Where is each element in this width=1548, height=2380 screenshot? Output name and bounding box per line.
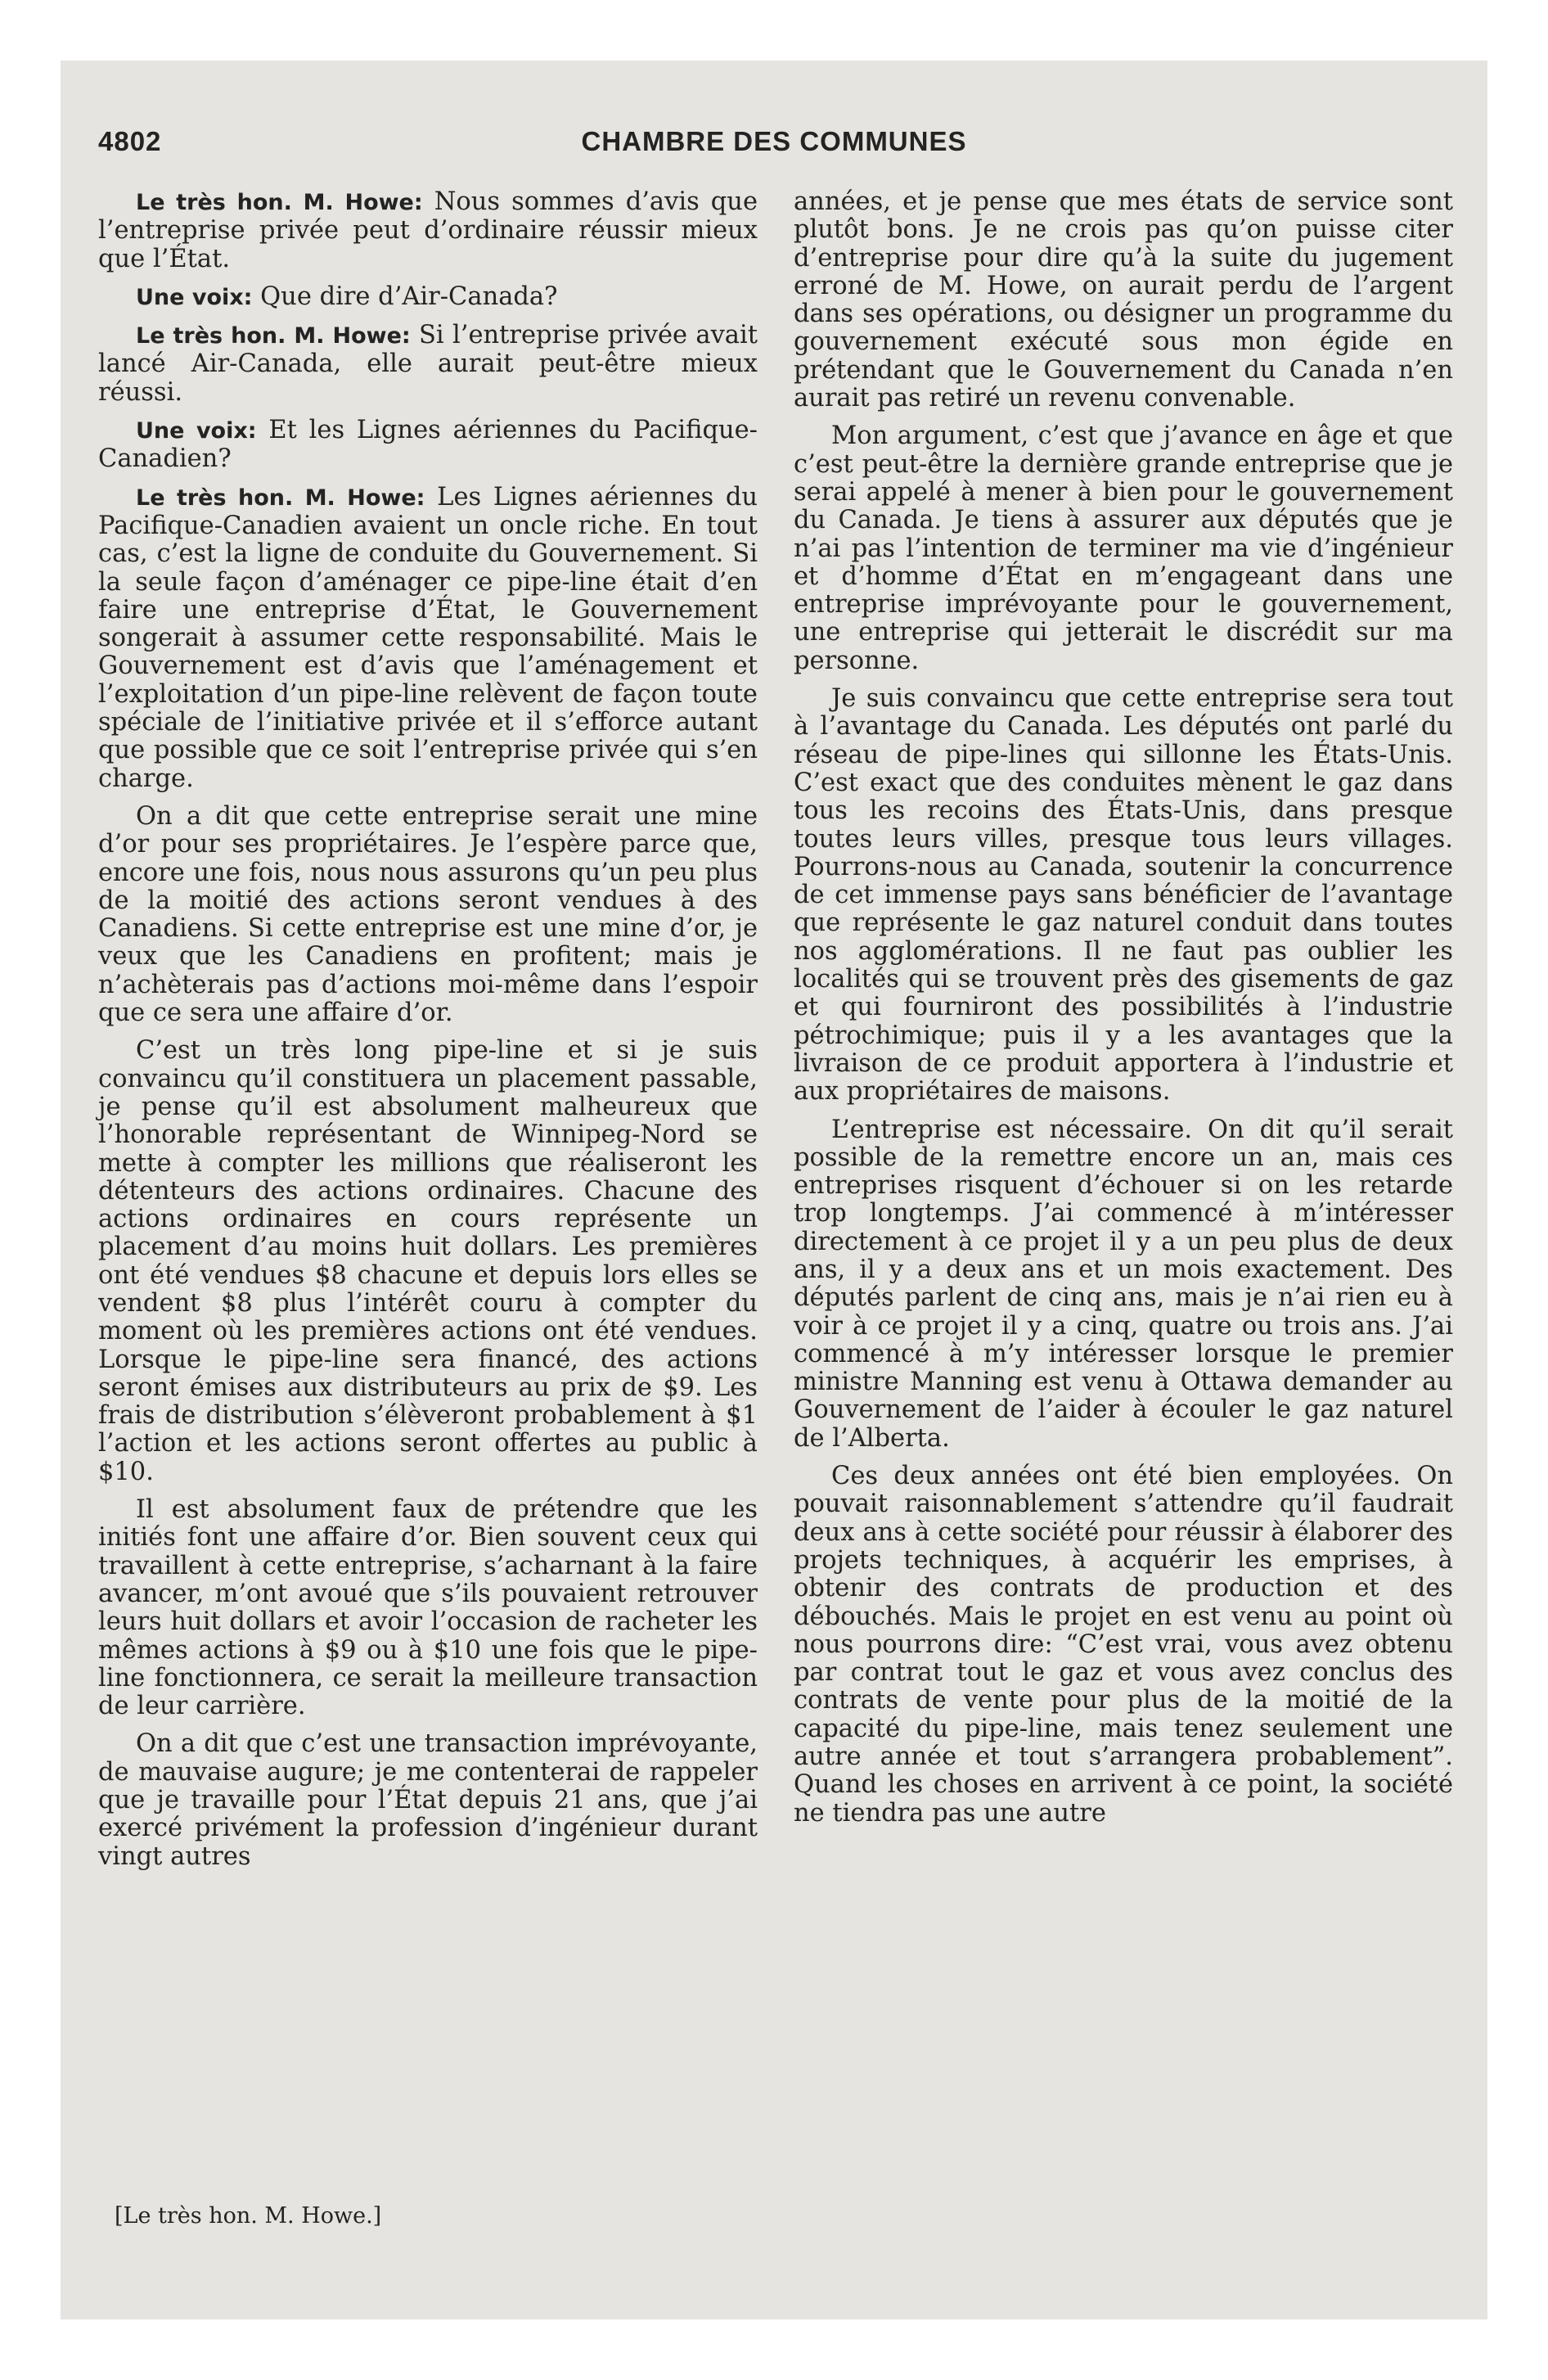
paragraph: années, et je pense que mes états de service sont plutôt bons. Je ne crois pas qu’on puisse citer d’entreprise pour dire qu’à la suite du jugement erroné de M. Howe, on aurait perdu de l’argent dans ses opérations, ou désigner un programme du gouvernement exécuté sous mon égide en prétendant que le Gouvernement du Canada n’en aurait pas retiré un revenu convenable. (794, 187, 1453, 413)
paragraph: On a dit que c’est une transaction imprévoyante, de mauvaise augure; je me contenterai de rappeler que je travaille pour l’État depuis 21 ans, que j’ai exercé privément la profession d’ingénieur durant vingt autres (98, 1729, 758, 1871)
paragraph: On a dit que cette entreprise serait une mine d’or pour ses propriétaires. Je l’espère parce que, encore une fois, nous nous assurons qu’un peu plus de la moitié des actions seront vendues à des Canadiens. Si cette entreprise est une mine d’or, je veux que les Canadiens en profitent; mais je n’achèterais pas d’actions moi-même dans l’espoir que ce sera une affaire d’or. (98, 801, 758, 1028)
paragraph: Je suis convaincu que cette entreprise sera tout à l’avantage du Canada. Les députés ont parlé du réseau de pipe-lines qui sillonne les États-Unis. C’est exact que des conduites mènent le gaz dans tous les recoins des États-Unis, dans presque toutes leurs villes, presque tous leurs villages. Pourrons-nous au Canada, soutenir la concurrence de cet immense pays sans bénéficier de l’avantage que représente le gaz naturel conduit dans toutes nos agglomérations. Il ne faut pas oublier les localités qui se trouvent près des gisements de gaz et qui fourniront des possibilités à l’industrie pétrochimique; puis il y a les avantages que la livraison de ce produit apportera à l’industrie et aux propriétaires de maisons. (794, 684, 1453, 1107)
paragraph: L’entreprise est nécessaire. On dit qu’il serait possible de la remettre encore un an, mais ces entreprises risquent d’échouer si on les retarde trop longtemps. J’ai commencé à m’intéresser directement à ce projet il y a un peu plus de deux ans, il y a deux ans et un mois exactement. Des députés parlent de cinq ans, mais je n’ai rien eu à voir à ce projet il y a cinq, quatre ou trois ans. J’ai commencé à m’y intéresser lorsque le premier ministre Manning est venu à Ottawa demander au Gouvernement de l’aider à écouler le gaz naturel de l’Alberta. (794, 1115, 1453, 1453)
left-column (98, 188, 758, 1881)
paragraph (98, 283, 758, 312)
speaker-name: Le très hon. M. Howe: (136, 485, 425, 511)
paragraph (98, 484, 758, 793)
speaker-name: Une voix: (136, 418, 257, 444)
paragraph: Mon argument, c’est que j’avance en âge et que c’est peut-être la dernière grande entreprise que je serai appelé à mener à bien pour le gouvernement du Canada. Je tiens à assurer aux députés que je n’ai pas l’intention de terminer ma vie d’ingénieur et d’homme d’État en m’engageant dans une entreprise imprévoyante pour le gouvernement, une entreprise qui jetterait le discrédit sur ma personne. (794, 421, 1453, 675)
paragraph-text: Et les Lignes aériennes du Pacifique-Canadien? (98, 416, 758, 474)
speaker-name: Une voix: (136, 284, 253, 310)
paragraph: Il est absolument faux de prétendre que les initiés font une affaire d’or. Bien souvent ceux qui travaillent à cette entreprise, s’acharnant à la faire avancer, m’ont avoué que s’ils pouvaient retrouver leurs huit dollars et avoir l’occasion de racheter les mêmes actions à $9 ou à $10 une fois que le pipe-line fonctionnera, ce serait la meilleure transaction de leur carrière. (98, 1495, 758, 1721)
paragraph: C’est un très long pipe-line et si je suis convaincu qu’il constituera un placement passable, je pense qu’il est absolument malheureux que l’honorable représentant de Winnipeg-Nord se mette à compter les millions que réaliseront les détenteurs des actions ordinaires. Chacune des actions ordinaires en cours représente un placement d’au moins huit dollars. Les premières ont été vendues $8 chacune et depuis lors elles se vendent $8 plus l’intérêt couru à compter du moment où les premières actions ont été vendues. Lorsque le pipe-line sera financé, des actions seront émises aux distributeurs au prix de $9. Les frais de distribution s’élèveront probablement à $1 l’action et les actions seront offertes au public à $10. (98, 1036, 758, 1486)
paragraph-text: Nous sommes d’avis que l’entreprise privée peut d’ordinaire réussir mieux que l’État. (98, 187, 758, 273)
right-column (794, 188, 1453, 1837)
page-header (98, 126, 1450, 162)
speaker-name: Le très hon. M. Howe: (136, 323, 411, 349)
paragraph: Ces deux années ont été bien employées. On pouvait raisonnablement s’attendre qu’il faudrait deux ans à cette société pour réussir à élaborer des projets techniques, à acquérir les emprises, à obtenir des contrats de production et des débouchés. Mais le projet en est venu au point où nous pourrons dire: “C’est vrai, vous avez obtenu par contrat tout le gaz et vous avez conclus des contrats de vente pour plus de la moitié de la capacité du pipe-line, mais tenez seulement une autre année et tout s’arrangera probablement”. Quand les choses en arrivent à ce point, la société ne tiendra pas une autre (794, 1462, 1453, 1828)
paragraph (98, 188, 758, 273)
running-title: CHAMBRE DES COMMUNES (581, 126, 967, 156)
scanned-page (61, 61, 1487, 2319)
paragraph (98, 322, 758, 407)
speaker-footer-note: [Le très hon. M. Howe.] (115, 2203, 382, 2229)
speaker-name: Le très hon. M. Howe: (136, 190, 423, 215)
paragraph-text: Que dire d’Air-Canada? (252, 282, 558, 311)
paragraph-text: Si l’entreprise privée avait lancé Air-Canada, elle aurait peut-être mieux réussi. (98, 321, 758, 407)
paragraph-text: Les Lignes aériennes du Pacifique-Canadien avaient un oncle riche. En tout cas, c’est la ligne de conduite du Gouvernement. Si la seule façon d’aménager ce pipe-line était d’en faire une entreprise d’État, le Gouvernement songerait à assumer cette responsabilité. Mais le Gouvernement est d’avis que l’aménagement et l’exploitation d’un pipe-line relèvent de façon toute spéciale de l’initiative privée et il s’efforce autant que possible que ce soit l’entreprise privée qui s’en charge. (98, 482, 758, 793)
paragraph (98, 417, 758, 474)
page-number: 4802 (98, 126, 162, 156)
